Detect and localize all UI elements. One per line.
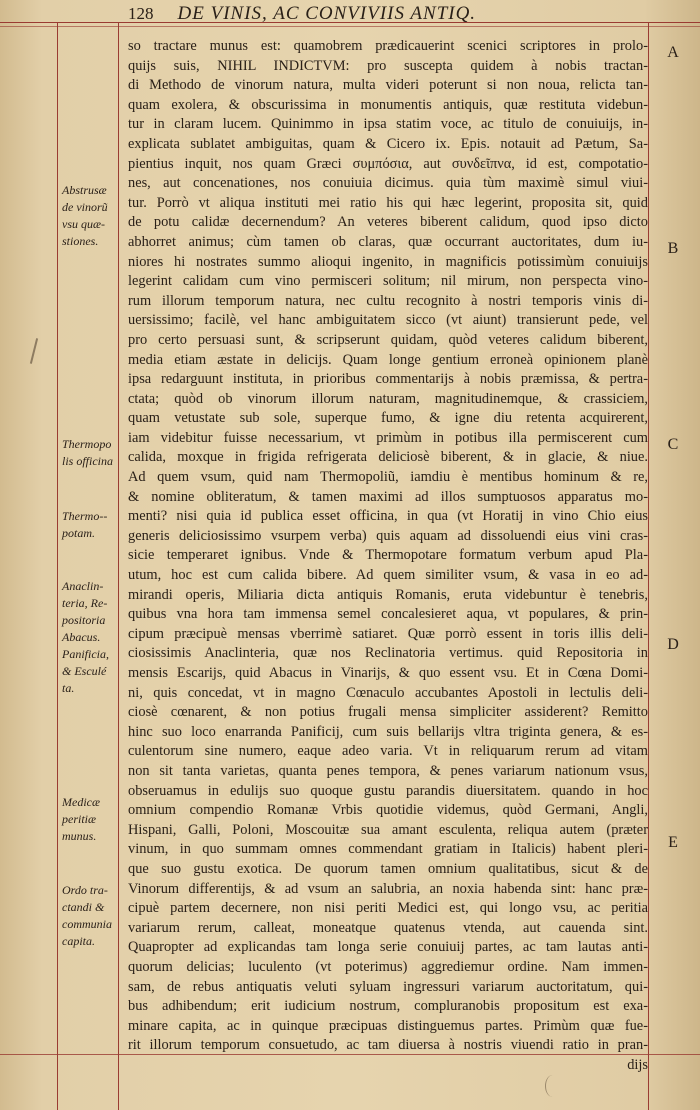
section-letter-e: E <box>668 834 678 851</box>
margin-note-line: capita. <box>62 934 95 948</box>
margin-note-line: de vinorũ <box>62 200 108 214</box>
margin-note-line: Anaclin- <box>62 579 104 593</box>
margin-note-line: Abstrusæ <box>62 183 107 197</box>
text-line: nes, aut concenationes, nos conuiuia dicimus. quia tùm maximè simul viui- <box>128 175 648 192</box>
text-line: pro certo persuasi sunt, & scripserunt quidam, quòd veteres calidum biberent, <box>128 331 648 348</box>
text-line: utum, hoc est cum calida bibere. Ad quem similiter vsum, & vasa in eo ad- <box>128 567 648 584</box>
text-line: di Methodo de vinorum natura, multa videri poterunt si non noua, relicta tan- <box>128 77 648 94</box>
text-line: so tractare munus est: quamobrem prædicauerint scenici scriptores in prolo- <box>128 38 648 54</box>
section-letter-c: C <box>667 436 679 453</box>
text-line: mensis Escarijs, quid Abacus in Vinarijs, & quo essent vsu. Et in Cœna Domi- <box>128 665 648 681</box>
running-title: DE VINIS, AC CONVIVIIS ANTIQ. <box>177 3 477 24</box>
margin-note-line: teria, Re- <box>62 596 108 610</box>
text-line: explicata sublatet ambiguitas, quam & Cicero ix. Epis. notauit ad Pætum, Sa- <box>128 135 648 152</box>
text-line: legerint calidam cum vino permisceri solitum; nil mirum, non perspecta vino- <box>128 273 648 290</box>
text-line: Ad quem vsum, quid nam Thermopoliũ, iamdiu è mentibus hominum & re, <box>128 469 648 486</box>
text-line: quijs suis, NIHIL INDICTVM: pro suscepta quidem à nobis tractan- <box>128 57 648 74</box>
text-line: Vinorum differentijs, & ad vsum an salubria, an noxia habenda sint: hanc præ- <box>128 880 648 897</box>
margin-rule-outer <box>57 22 58 1110</box>
text-line: Hispani, Galli, Poloni, Moscouitæ sua amant esculenta, reliqua autem (præter <box>128 821 648 838</box>
text-line: & nomine obliteratum, & tamen maximi ad illos sumptuosos apparatus mo- <box>128 488 648 505</box>
margin-note-thermopotam <box>62 508 116 542</box>
margin-note-line: stiones. <box>62 234 99 248</box>
text-line: dijs <box>627 1056 648 1073</box>
margin-note-line: peritiæ <box>62 812 97 826</box>
text-line: niores hi nostrates summo alioqui ingenito, in magnificis potissimùm conuiuijs <box>128 253 648 270</box>
ink-mark <box>30 338 38 364</box>
text-line: cipum præcipuè mensas vberrimè satiaret. Quæ porrò essent in toris illis deli- <box>128 625 648 642</box>
margin-note-ordo <box>62 882 116 950</box>
section-letter-b: B <box>667 240 679 257</box>
page-number: 128 <box>128 4 154 23</box>
text-line: abhorret animus; cùm tamen ob claras, quæ occurrant auctoritates, dum iu- <box>128 233 648 250</box>
section-letter-d: D <box>667 636 679 653</box>
text-line: ni, quis concedat, vt in magno Cœnaculo accubantes Apostoli in lectulis deli- <box>128 684 648 701</box>
text-line: calida, moxque in frigida refrigerata deliciosè biberent, & in glacie, & niue. <box>128 449 648 466</box>
text-line: non sit tanta varietas, quanta penes tempora, & penes variarum nationum vsus, <box>128 762 648 779</box>
text-line: minare capita, ac in quinque præcipuas distinguemus partes. Primùm quæ fue- <box>128 1017 648 1034</box>
text-line: omnium compendio Romanæ Vrbis quotidie videmus, quòd Germani, Angli, <box>128 802 648 819</box>
running-header <box>128 2 648 24</box>
margin-note-abstrusae <box>62 182 116 250</box>
margin-note-line: ctandi & <box>62 900 105 914</box>
text-line: generis deliciosissimo vsurpem verba) quis aquam ad dissoluendi eius vini cras- <box>128 527 648 544</box>
text-line: obseruamus in edulijs suo quoque gustu parandis diuersitatem. quando in hoc <box>128 782 648 799</box>
text-line: culentorum sine numero, eaque adeo varia. Vt in reliquarum rerum ad vitam <box>128 743 648 760</box>
margin-note-line: Ordo tra- <box>62 883 108 897</box>
text-line: sam, de rebus antiquatis veluti syluam ingressuri variarum auctoritatum, qui- <box>128 978 648 995</box>
margin-rule-inner <box>118 22 119 1110</box>
text-line: variarum rerum, calleat, moneatque quatenus vtenda, aut cauenda sint. <box>128 919 648 936</box>
text-line: tur. Porrò vt aliqua instituti mei ratio his qui hæc legerint, proposita sit, quid <box>128 194 648 211</box>
margin-note-line: Panificia, <box>62 647 109 661</box>
margin-note-line: Medicæ <box>62 795 100 809</box>
text-line: Quapropter ad explicandas tam longa serie conuiuij partes, ac tam lautas anti- <box>128 939 648 956</box>
text-line: tur in claram lucem. Quinimmo in ipsa statim voce, ac titulo de conuiuijs, in- <box>128 116 648 133</box>
margin-note-line: Thermopo <box>62 437 112 451</box>
text-line: vinum, in quo summam omnes commendant gratiam in Italicis) habent pleri- <box>128 841 648 858</box>
text-line: quorum delicias; luculento (vt poterimus) aggrediemur ordine. Nam immen- <box>128 958 648 975</box>
margin-note-line: lis officina <box>62 454 113 468</box>
main-text-block <box>128 37 648 1073</box>
margin-note-thermopolis <box>62 436 116 470</box>
margin-note-line: Abacus. <box>62 630 101 644</box>
margin-note-medicae <box>62 794 116 845</box>
text-line: de potu calidæ decernendum? An veteres biberent calidum, quod ipso dicto <box>128 214 648 231</box>
margin-note-line: & Esculé <box>62 664 107 678</box>
text-line: rum illorum temporum natura, nec cultu recognito à nostri temporis vinis di- <box>128 292 648 309</box>
text-line: ciosissimis Anaclinteria, quæ nos Reclinatoria vertimus. quid Repositoria in <box>128 645 648 662</box>
text-line: sicie temperaret ignibus. Vnde & Thermopotare formatum verbum apud Pla- <box>128 547 648 564</box>
header-rule-secondary <box>0 26 700 27</box>
text-line: quam vetustate sub sole, superque fumo, & igne diu retenta acquirerent, <box>128 410 648 427</box>
text-line: ctata; quòd ob vinorum illorum naturam, magnitudinemque, & crassiciem, <box>128 390 648 407</box>
text-line: quibus vna hora tam immensa semel concalesieret aqua, vt populares, & prin- <box>128 606 648 623</box>
margin-note-line: potam. <box>62 526 95 540</box>
text-line: ipsa redarguunt instituta, in prioribus commentarijs à nobis præmissa, & pertra- <box>128 371 648 388</box>
text-line: quam exolera, & obscurissima in monumentis antiquis, quæ restituta videbun- <box>128 96 648 113</box>
margin-note-line: positoria <box>62 613 106 627</box>
text-line: bus adhibendum; erit iudicium nostrum, compluranobis propositum est exa- <box>128 998 648 1015</box>
margin-note-line: vsu quæ- <box>62 217 105 231</box>
margin-note-line: ta. <box>62 681 75 695</box>
text-line: uersissimo; facilè, vel hanc ambiguitatem sicco (vt aiunt) transierunt pede, vel <box>128 312 648 329</box>
margin-note-line: Thermo-- <box>62 509 108 523</box>
text-line: rit illorum temporum consuetudo, ac tam diuersa à nostris viuendi ratio in pran- <box>128 1037 648 1054</box>
ink-mark-bottom <box>545 1075 560 1097</box>
section-letter-a: A <box>667 44 679 61</box>
margin-note-line: munus. <box>62 829 97 843</box>
text-line: mirandi operis, Miliaria dicta antiquis Romanis, eruta videbuntur è tenebris, <box>128 586 648 603</box>
text-line: pientius inquit, nos quam Græci συμπόσια, aut συνδεῖπνα, id est, compotatio- <box>128 155 648 172</box>
margin-note-anaclinteria <box>62 578 116 697</box>
text-line: cipuè partem decernere, non nisi periti Medici est, qui longo vsu, ac peritia <box>128 900 648 917</box>
margin-rule-right <box>648 22 649 1110</box>
text-line: que suo gustu exotica. De quorum tamen omnium qualitatibus, sicut & de <box>128 860 648 877</box>
text-line: menti? nisi quia id publica esset officina, in qua (vt Horatij in vino Chio eius <box>128 508 648 525</box>
text-line: ciosè cœnarent, & non potius frugali mensa simpliciter assiderent? Remitto <box>128 704 648 721</box>
text-line: media etiam æstate in delicijs. Quam longe gentium erroneà opinionem planè <box>128 351 648 368</box>
text-line: hinc suo loco enarranda Panificij, cum suis bellarijs vltra triginta genera, & es- <box>128 723 648 740</box>
text-line: iam videbitur fuisse necessarium, vt primùm in potibus illa permiscerent cum <box>128 429 648 446</box>
margin-note-line: communia <box>62 917 112 931</box>
